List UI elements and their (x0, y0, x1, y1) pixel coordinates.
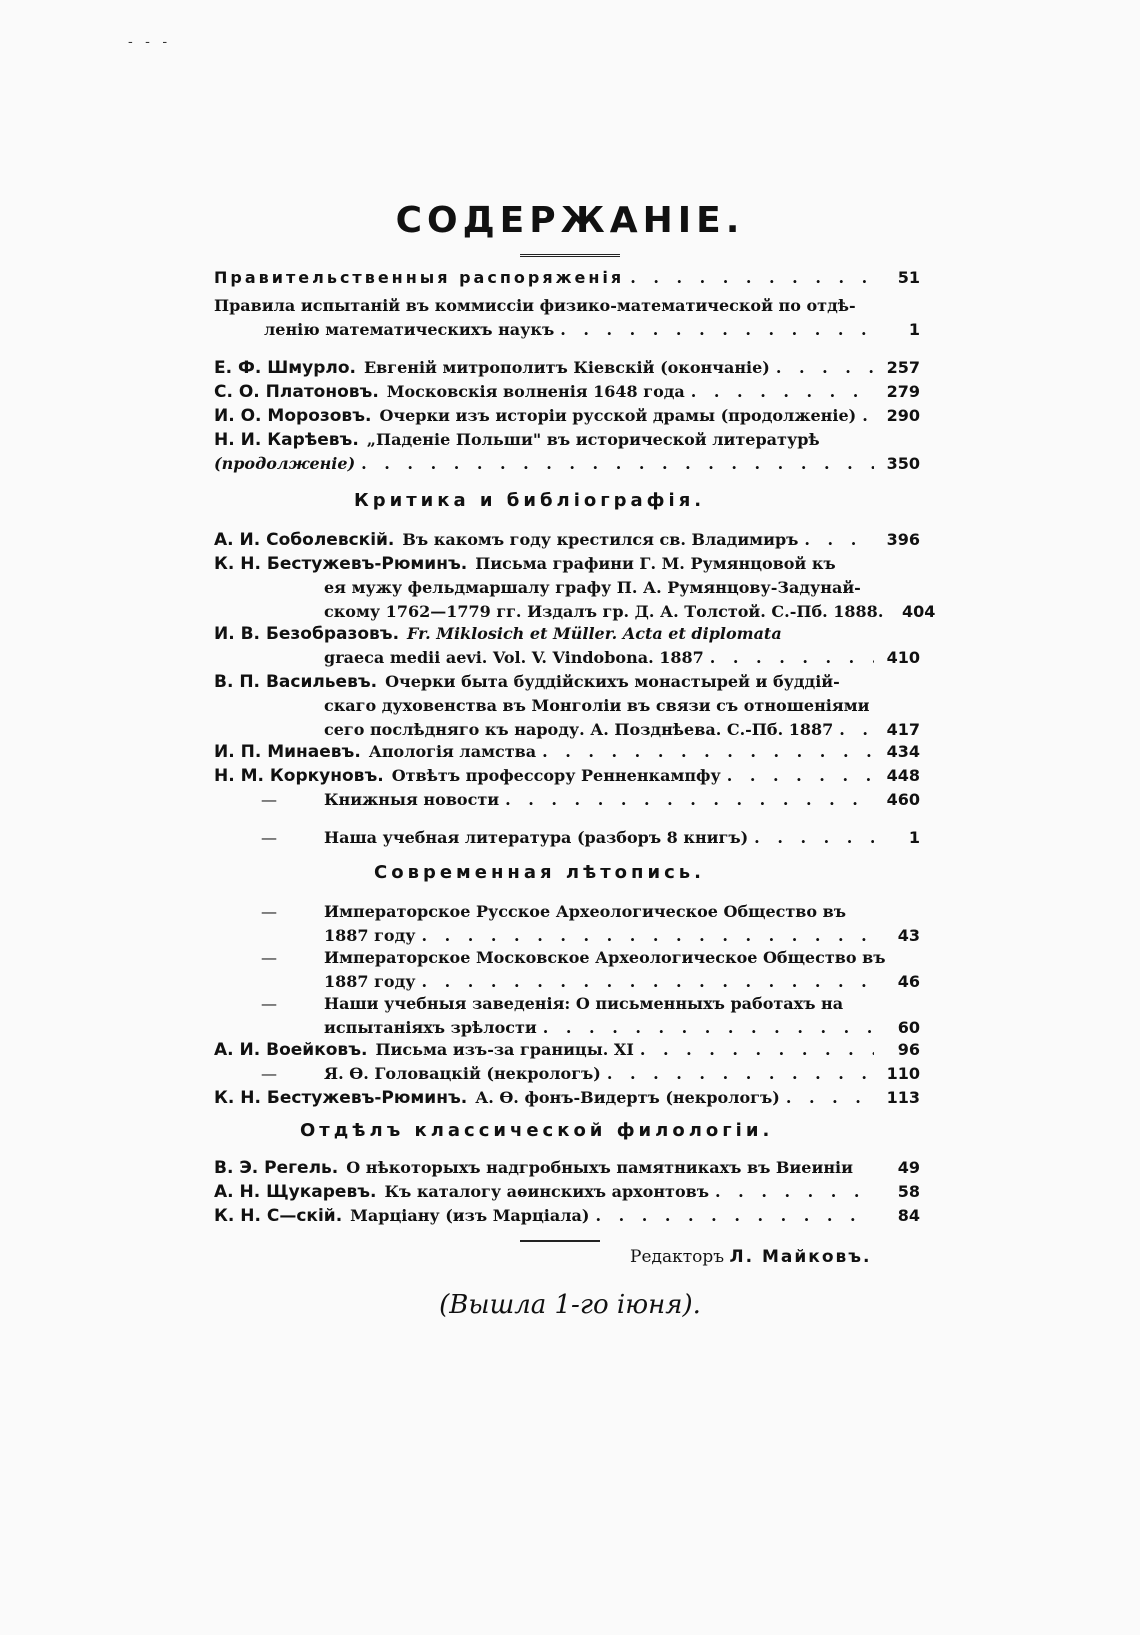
entry-line: 1887 году (324, 972, 416, 991)
entry-line: О нѣкоторыхъ надгробныхъ памятникахъ въ Виеиніи (346, 1158, 853, 1177)
page-number: 417 (886, 720, 920, 739)
entry-line: ея мужу фельдмаршалу графу П. А. Румянцову-Задунай- (324, 578, 861, 597)
page-number: 410 (886, 648, 920, 667)
page-number: 58 (897, 1182, 920, 1201)
entry-line: Къ каталогу аѳинскихъ архонтовъ (384, 1182, 710, 1201)
entry-line: Очерки быта буддійскихъ монастырей и буддій- (385, 672, 840, 691)
entry-author: К. Н. Бестужевъ-Рюминъ. (214, 1088, 468, 1108)
entry-line: Отвѣтъ профессору Ренненкампфу (391, 766, 721, 785)
entry-author: А. И. Соболевскій. (214, 530, 395, 550)
toc-entry (214, 946, 920, 994)
section-heading-philology: Отдѣлъ классической филологіи. (300, 1120, 774, 1141)
entry-dash: — (261, 994, 277, 1013)
leader-dots (776, 356, 874, 380)
leader-dots (607, 1062, 874, 1086)
leader-dots (640, 1038, 874, 1062)
leader-dots (727, 764, 874, 788)
entry-author: Н. И. Карѣевъ. (214, 430, 359, 450)
entry-author: В. П. Васильевъ. (214, 672, 378, 692)
page-number: 1 (908, 828, 920, 847)
entry-author: И. В. Безобразовъ. (214, 624, 400, 644)
toc-entry (214, 380, 920, 404)
entry-line: graeca medii aevi. Vol. V. Vindobona. 1887 (324, 648, 704, 667)
section-heading-text: Правительственныя распоряженія (214, 268, 625, 287)
toc-entry (214, 404, 920, 428)
leader-dots (361, 452, 874, 476)
entry-author: С. О. Платоновъ. (214, 382, 379, 402)
toc-entry (214, 1204, 920, 1228)
page-number: 257 (886, 358, 920, 377)
editor-label: Редакторъ (630, 1247, 725, 1267)
page-number: 60 (897, 1018, 920, 1037)
entry-line: 1887 году (324, 926, 416, 945)
entry-line: Марціану (изъ Марціала) (350, 1206, 590, 1225)
page-number: 113 (886, 1088, 920, 1107)
page-number: 434 (886, 742, 920, 761)
toc-entry (214, 670, 920, 742)
entry-line: ленію математическихъ наукъ (264, 320, 555, 339)
entry-line: „Паденіе Польши" въ исторической литературѣ (366, 430, 820, 449)
leader-dots (715, 1180, 874, 1204)
page-number: 460 (886, 790, 920, 809)
entry-line: Наша учебная литература (разборъ 8 книгъ) (324, 828, 749, 847)
leader-dots (595, 1204, 874, 1228)
toc-entry (214, 740, 920, 764)
entry-dash: — (261, 902, 277, 921)
page-number: 46 (897, 972, 920, 991)
entry-author: К. Н. С—скій. (214, 1206, 343, 1226)
leader-dots (560, 318, 874, 342)
entry-author: К. Н. Бестужевъ-Рюминъ. (214, 554, 468, 574)
section-heading-critique: Критика и библіографія. (354, 490, 706, 511)
toc-entry (214, 1156, 920, 1180)
page-number: 43 (897, 926, 920, 945)
toc-entry (214, 900, 920, 948)
leader-dots (839, 718, 874, 742)
page-number: 404 (901, 602, 936, 621)
entry-line: Очерки изъ исторіи русской драмы (продолженіе) (379, 406, 857, 425)
entry-line: Письма изъ-за границы. XI (375, 1040, 634, 1059)
entry-author: Н. М. Коркуновъ. (214, 766, 384, 786)
page-number: 448 (886, 766, 920, 785)
toc-entry (214, 1062, 920, 1086)
entry-author: В. Э. Регель. (214, 1158, 339, 1178)
title-rule (520, 254, 620, 257)
toc-entry (214, 1180, 920, 1204)
toc-entry (214, 1086, 920, 1110)
entry-dash: — (261, 828, 277, 847)
toc-entry (214, 764, 920, 788)
entry-author: И. П. Минаевъ. (214, 742, 361, 762)
page-number: 51 (897, 268, 920, 287)
editor-name: Л. Майковъ. (729, 1247, 872, 1267)
entry-author: А. И. Воейковъ. (214, 1040, 368, 1060)
leader-dots (804, 528, 874, 552)
section-heading-gov (214, 266, 920, 290)
entry-dash: — (261, 790, 277, 809)
toc-entry (214, 294, 920, 342)
entry-dash: — (261, 948, 277, 967)
toc-entry (214, 992, 920, 1040)
entry-author: И. О. Морозовъ. (214, 406, 372, 426)
entry-line: Я. Ѳ. Головацкій (некрологъ) (324, 1064, 601, 1083)
toc-entry (214, 356, 920, 380)
leader-dots (505, 788, 874, 812)
entry-line: сего послѣдняго къ народу. А. Позднѣева. С.-Пб. 1887 (324, 720, 834, 739)
entry-author: Е. Ф. Шмурло. (214, 358, 356, 378)
entry-line: А. Ѳ. фонъ-Видертъ (некрологъ) (475, 1088, 780, 1107)
toc-entry (214, 1038, 920, 1062)
entry-line: (продолженіе) (214, 454, 356, 473)
toc-entry (214, 622, 920, 670)
toc-entry (214, 528, 920, 552)
leader-dots (421, 970, 874, 994)
page-number: 96 (897, 1040, 920, 1059)
toc-entry (214, 788, 920, 812)
issue-date-note: (Вышла 1-го іюня). (439, 1290, 701, 1320)
page-number: 49 (897, 1158, 920, 1177)
entry-line: Московскія волненія 1648 года (386, 382, 685, 401)
entry-line: Въ какомъ году крестился св. Владимиръ (402, 530, 799, 549)
leader-dots (543, 1016, 874, 1040)
entry-line: Евгеній митрополитъ Кіевскій (окончаніе) (363, 358, 770, 377)
leader-dots (542, 740, 874, 764)
toc-entry (214, 552, 936, 624)
page-number: 290 (886, 406, 920, 425)
toc-entry (214, 428, 920, 476)
page-number: 1 (908, 320, 920, 339)
entry-line: Письма графини Г. М. Румянцовой къ (475, 554, 836, 573)
entry-dash: — (261, 1064, 277, 1083)
entry-line: Наши учебныя заведенія: О письменныхъ работахъ на (324, 994, 844, 1013)
page-number: 350 (886, 454, 920, 473)
page-title: СОДЕРЖАНІЕ. (395, 200, 745, 241)
page-number: 396 (886, 530, 920, 549)
entry-line: Книжныя новости (324, 790, 500, 809)
editor-credit (630, 1247, 872, 1267)
entry-line: скому 1762—1779 гг. Издалъ гр. Д. А. Толстой. С.-Пб. 1888. (324, 602, 884, 621)
leader-dots (862, 404, 874, 428)
entry-line: скаго духовенства въ Монголіи въ связи съ отношеніями (324, 696, 870, 715)
entry-line: Апологія ламства (368, 742, 537, 761)
toc-entry (214, 826, 920, 850)
editor-rule (520, 1240, 600, 1242)
leader-dots (691, 380, 874, 404)
leader-dots (710, 646, 874, 670)
page-number: 110 (886, 1064, 920, 1083)
section-heading-chronicle: Современная лѣтопись. (374, 862, 705, 883)
leader-dots (421, 924, 874, 948)
entry-line: Правила испытаній въ коммиссіи физико-математической по отдѣ- (214, 296, 856, 315)
entry-line: испытаніяхъ зрѣлости (324, 1018, 537, 1037)
leader-dots (754, 826, 874, 850)
entry-author: А. Н. Щукаревъ. (214, 1182, 377, 1202)
leader-dots (786, 1086, 874, 1110)
entry-line: Императорское Русское Археологическое Общество въ (324, 902, 847, 921)
page-number: 279 (886, 382, 920, 401)
page-number: 84 (897, 1206, 920, 1225)
corner-mark: - - - (128, 34, 172, 50)
entry-line: Императорское Московское Археологическое Общество въ (324, 948, 886, 967)
entry-line: Fr. Miklosich et Müller. Acta et diplomata (407, 624, 782, 643)
leader-dots (630, 266, 874, 290)
